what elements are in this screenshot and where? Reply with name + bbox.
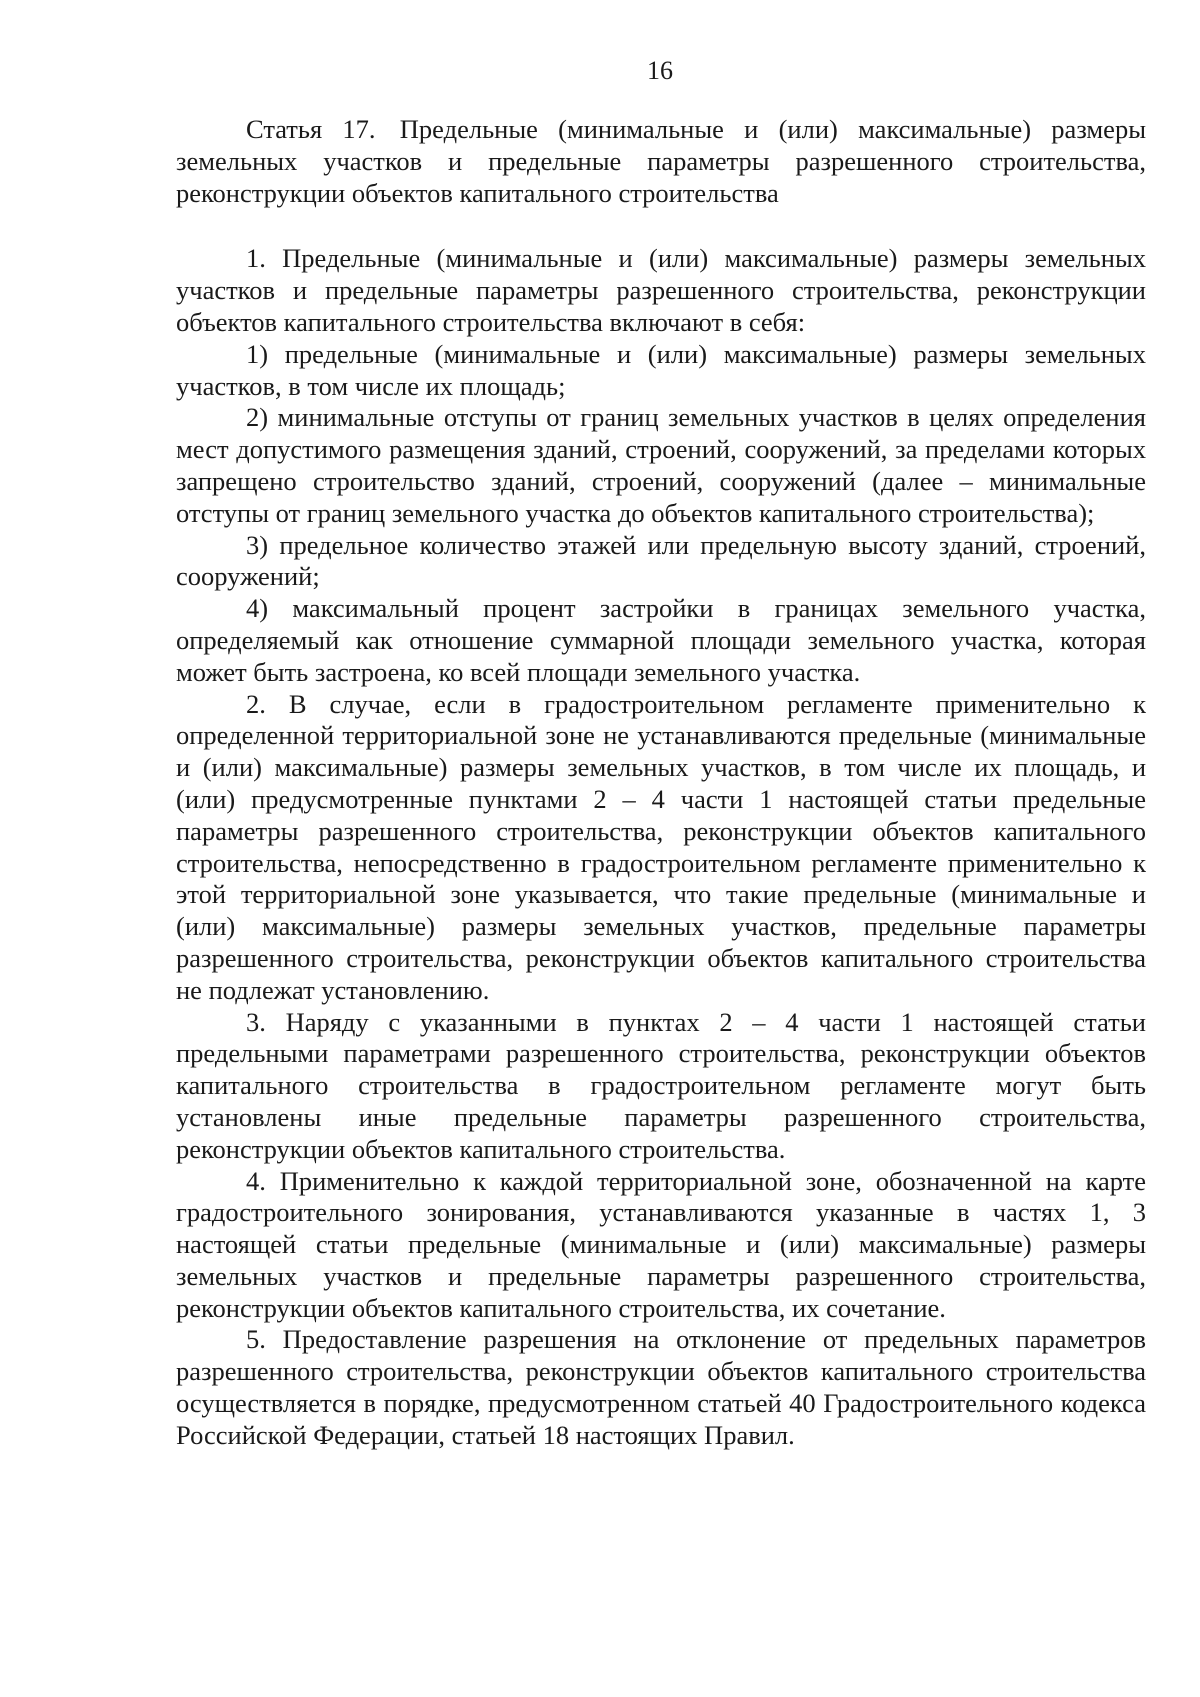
paragraph-part-1: 1. Предельные (минимальные и (или) максимальные) размеры земельных участков и предельные параметры разрешенного строительства, реконструкции объектов капитального строительства включают в себя: xyxy=(176,243,1146,337)
page-number: 16 xyxy=(647,56,673,85)
paragraph-part-2: 2. В случае, если в градостроительном регламенте применительно к определенной территориальной зоне не устанавливаются предельные (минимальные и (или) максимальные) размеры земельных участков, в том числе их площадь, и (или) предусмотренные пунктами 2 – 4 части 1 настоящей статьи предельные параметры разрешенного строительства, реконструкции объектов капитального строительства, непосредственно в градостроительном регламенте применительно к этой территориальной зоне указывается, что такие предельные (минимальные и (или) максимальные) размеры земельных участков, предельные параметры разрешенного строительства, реконструкции объектов капитального строительства не подлежат установлению. xyxy=(176,688,1146,1005)
article-heading xyxy=(176,114,1146,209)
list-item-2: 2) минимальные отступы от границ земельных участков в целях определения мест допустимого размещения зданий, строений, сооружений, за пределами которых запрещено строительство зданий, строений, сооружений (далее – минимальные отступы от границ земельного участка до объектов капитального строительства); xyxy=(176,402,1146,528)
list-item-1: 1) предельные (минимальные и (или) максимальные) размеры земельных участков, в том числе их площадь; xyxy=(176,338,1146,401)
paragraph-part-5: 5. Предоставление разрешения на отклонение от предельных параметров разрешенного строительства, реконструкции объектов капитального строительства осуществляется в порядке, предусмотренном статьей 40 Градостроительного кодекса Российской Федерации, статьей 18 настоящих Правил. xyxy=(176,1324,1146,1450)
list-item-3: 3) предельное количество этажей или предельную высоту зданий, строений, сооружений; xyxy=(176,529,1146,592)
article-number: Статья 17. xyxy=(246,114,376,144)
paragraph-part-4: 4. Применительно к каждой территориальной зоне, обозначенной на карте градостроительного зонирования, устанавливаются указанные в частях 1, 3 настоящей статьи предельные (минимальные и (или) максимальные) размеры земельных участков и предельные параметры разрешенного строительства, реконструкции объектов капитального строительства, их сочетание. xyxy=(176,1165,1146,1323)
article-body xyxy=(176,243,1146,1451)
article-title: Предельные (минимальные и (или) максимальные) размеры земельных участков и предельные параметры разрешенного строительства, реконструкции объектов капитального строительства xyxy=(176,114,1147,208)
list-item-4: 4) максимальный процент застройки в границах земельного участка, определяемый как отношение суммарной площади земельного участка, которая может быть застроена, ко всей площади земельного участка. xyxy=(176,593,1146,687)
document-content xyxy=(176,114,1146,1452)
paragraph-part-3: 3. Наряду с указанными в пунктах 2 – 4 части 1 настоящей статьи предельными параметрами разрешенного строительства, реконструкции объектов капитального строительства в градостроительном регламенте могут быть установлены иные предельные параметры разрешенного строительства, реконструкции объектов капитального строительства. xyxy=(176,1006,1146,1164)
